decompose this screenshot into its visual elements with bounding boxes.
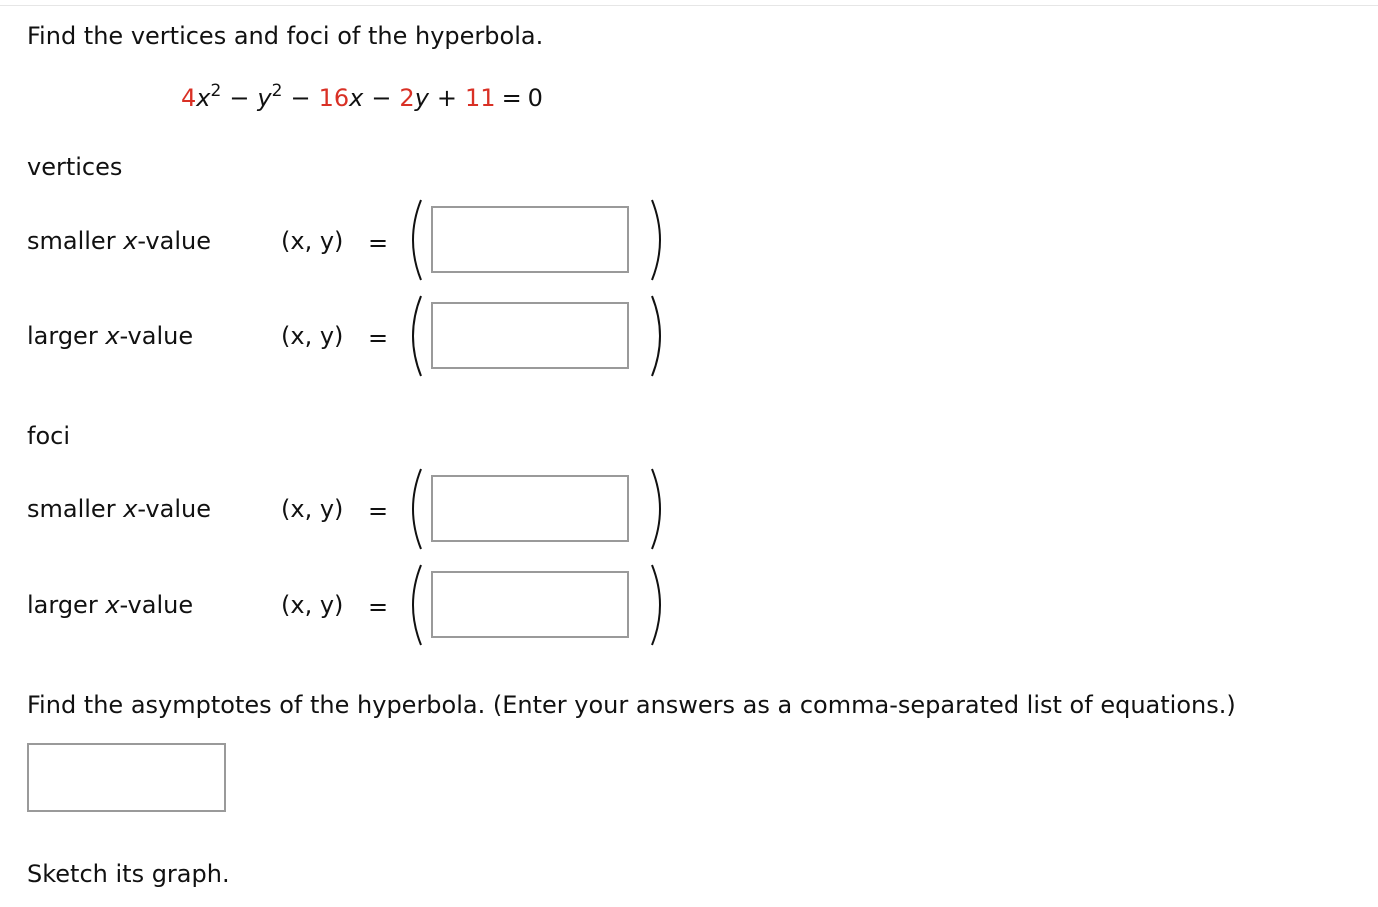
label-suffix: -value bbox=[137, 227, 211, 255]
equation-coef-x2: 4 bbox=[181, 84, 197, 112]
focus-smaller-coord-label: (x, y) bbox=[281, 495, 344, 523]
label-var: x bbox=[123, 227, 138, 255]
vertices-heading: vertices bbox=[27, 153, 123, 181]
question-prompt-vertices-foci: Find the vertices and foci of the hyperbola. bbox=[27, 22, 544, 50]
focus-larger-answer-box[interactable] bbox=[431, 571, 629, 638]
focus-larger-label bbox=[27, 591, 193, 619]
vertex-smaller-input[interactable] bbox=[433, 208, 627, 271]
equation-constant: 11 bbox=[465, 84, 496, 112]
label-suffix: -value bbox=[119, 322, 194, 350]
label-var: x bbox=[123, 495, 138, 523]
focus-smaller-input[interactable] bbox=[433, 477, 627, 540]
foci-heading: foci bbox=[27, 422, 70, 450]
equation-var-y: y bbox=[257, 84, 272, 112]
left-paren-icon bbox=[403, 198, 425, 282]
equation-minus-1: − bbox=[229, 84, 250, 112]
equation-coef-x: 16 bbox=[318, 84, 350, 112]
focus-larger-input[interactable] bbox=[433, 573, 627, 636]
focus-larger-coord-label: (x, y) bbox=[281, 591, 344, 619]
vertex-smaller-label bbox=[27, 227, 211, 255]
label-var: x bbox=[105, 322, 120, 350]
right-paren-icon bbox=[648, 198, 670, 282]
focus-smaller-label bbox=[27, 495, 211, 523]
left-paren-icon bbox=[403, 467, 425, 551]
focus-smaller-equals: = bbox=[368, 497, 389, 525]
equation-var-x: x bbox=[196, 84, 211, 112]
equation-minus-2: − bbox=[290, 84, 311, 112]
focus-smaller-answer-box[interactable] bbox=[431, 475, 629, 542]
label-prefix: larger bbox=[27, 322, 106, 350]
vertex-larger-input[interactable] bbox=[433, 304, 627, 367]
left-paren-icon bbox=[403, 294, 425, 378]
hyperbola-equation bbox=[181, 81, 543, 112]
vertex-smaller-equals: = bbox=[368, 229, 389, 257]
equation-equals: = bbox=[501, 84, 522, 112]
label-prefix: larger bbox=[27, 591, 106, 619]
label-var: x bbox=[105, 591, 120, 619]
right-paren-icon bbox=[648, 563, 670, 647]
vertex-smaller-answer-box[interactable] bbox=[431, 206, 629, 273]
top-divider bbox=[0, 5, 1378, 6]
vertex-larger-label bbox=[27, 322, 193, 350]
equation-exp-y: 2 bbox=[271, 81, 283, 101]
equation-minus-3: − bbox=[371, 84, 392, 112]
equation-rhs: 0 bbox=[527, 84, 543, 112]
label-prefix: smaller bbox=[27, 495, 124, 523]
equation-exp-x: 2 bbox=[210, 81, 222, 101]
right-paren-icon bbox=[648, 467, 670, 551]
vertex-larger-answer-box[interactable] bbox=[431, 302, 629, 369]
focus-larger-equals: = bbox=[368, 593, 389, 621]
right-paren-icon bbox=[648, 294, 670, 378]
vertex-larger-coord-label: (x, y) bbox=[281, 322, 344, 350]
equation-var-y-linear: y bbox=[414, 84, 429, 112]
equation-coef-y: 2 bbox=[399, 84, 415, 112]
label-suffix: -value bbox=[119, 591, 194, 619]
label-prefix: smaller bbox=[27, 227, 124, 255]
label-suffix: -value bbox=[137, 495, 211, 523]
asymptotes-input[interactable] bbox=[29, 745, 224, 810]
left-paren-icon bbox=[403, 563, 425, 647]
asymptotes-answer-box[interactable] bbox=[27, 743, 226, 812]
equation-plus: + bbox=[436, 84, 458, 112]
vertex-smaller-coord-label: (x, y) bbox=[281, 227, 344, 255]
question-prompt-asymptotes: Find the asymptotes of the hyperbola. (Enter your answers as a comma-separated list of equations.) bbox=[27, 691, 1236, 719]
question-prompt-sketch: Sketch its graph. bbox=[27, 860, 230, 888]
vertex-larger-equals: = bbox=[368, 324, 389, 352]
equation-var-x-linear: x bbox=[349, 84, 364, 112]
